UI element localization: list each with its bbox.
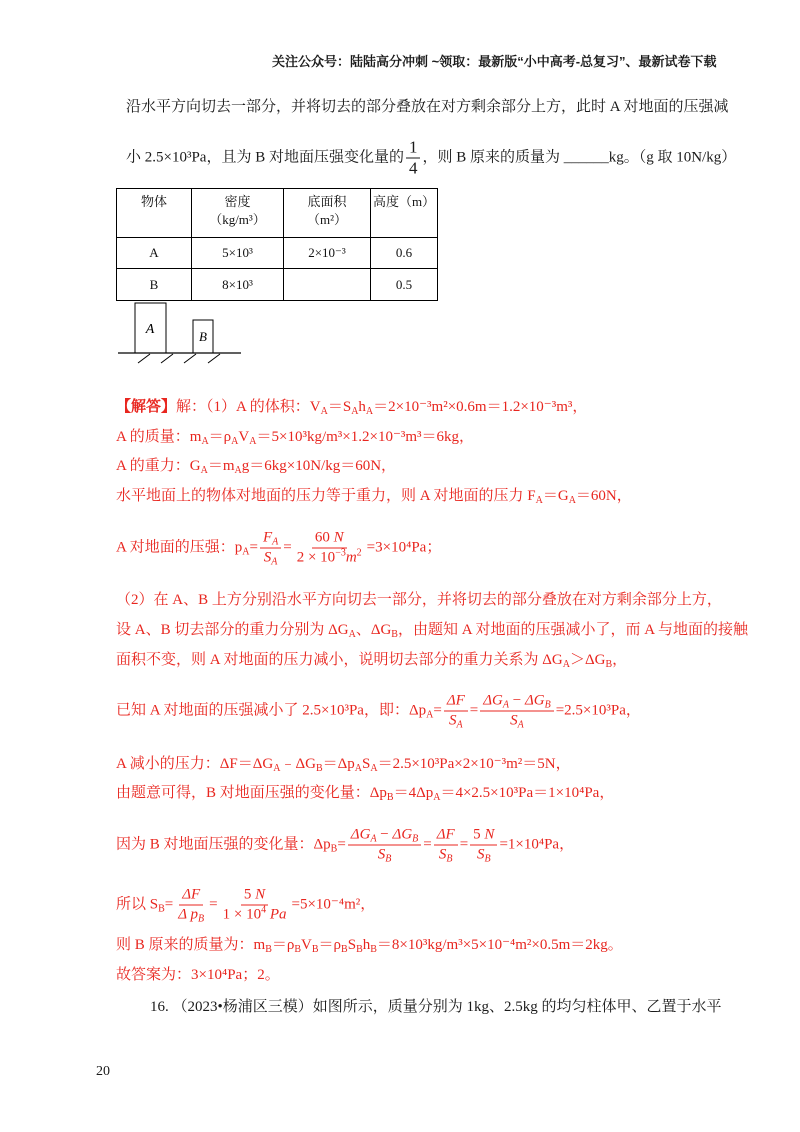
text-run: S (347, 937, 357, 953)
text-run: ΔG (392, 826, 413, 843)
table-cell (284, 269, 371, 301)
subscript: A (249, 436, 257, 447)
table-header-cell (371, 189, 438, 238)
text-run: ＝2.5×10³Pa×2×10⁻³m²＝5N， (377, 756, 571, 772)
subscript: B (385, 853, 392, 865)
header-text: 密度 (224, 194, 251, 209)
subscript: A (201, 436, 209, 447)
text-run: 1 (408, 137, 418, 157)
text-run: N (333, 529, 344, 546)
text-run: ΔG (483, 692, 503, 709)
subscript: A (456, 719, 463, 731)
text-run: 因为 B 对地面压强的变化量：Δp (116, 836, 331, 853)
text-run: 2 × 10 (296, 549, 336, 566)
table-cell: B (117, 269, 192, 301)
text-run: V (301, 937, 312, 953)
text-run: 【解答】 (116, 399, 177, 415)
table-row (117, 238, 438, 269)
superscript: 4 (261, 904, 267, 916)
subscript: B (391, 629, 398, 640)
fraction (260, 530, 281, 567)
subscript: B (198, 913, 205, 925)
subscript: B (330, 843, 338, 855)
table-header-cell (284, 189, 371, 238)
fraction-denominator (436, 846, 456, 864)
text-run: h (358, 399, 366, 415)
fraction-denominator (175, 906, 207, 924)
subscript: A (433, 792, 441, 803)
text-run: = (249, 539, 258, 556)
text-run: ＝ρ (208, 429, 232, 445)
table-cell: 0.6 (371, 238, 438, 269)
text-run: − (509, 692, 525, 709)
subscript: A (320, 406, 328, 417)
text-run: （2）在 A、B 上方分别沿水平方向切去一部分，并将切去的部分叠放在对方剩余部分上方， (116, 592, 722, 608)
subscript: A (234, 465, 242, 476)
header-notice: 关注公众号：陆陆高分冲刺 ~领取：最新版“小中高考-总复习”、最新试卷下载 (272, 54, 717, 69)
text-run: F (262, 529, 273, 546)
text-run: 所以 S (116, 896, 159, 913)
solution-line (116, 620, 748, 640)
text-run: 1 × 10 (222, 906, 262, 923)
fraction (294, 530, 365, 567)
text-run: =2.5×10³Pa， (555, 702, 641, 719)
text-run: ，由题知 A 对地面的压强减小了，而 A 与地面的接触 (397, 622, 748, 638)
table-row (117, 269, 438, 301)
solution-line (116, 486, 632, 506)
text-run: 由题意可得，B 对地面压强的变化量：Δp (116, 785, 387, 801)
text-run: S (510, 712, 518, 729)
ground-hatch (161, 354, 173, 363)
fraction (434, 827, 458, 864)
text-run: g＝6kg×10N/kg＝60N， (241, 458, 397, 474)
text-run: 面积不变，则 A 对地面的压力减小，说明切去部分的重力关系为 ΔG (116, 652, 563, 668)
superscript: −3 (335, 547, 346, 559)
text-run: S (438, 846, 447, 863)
fraction-numerator (179, 887, 203, 906)
subscript: B (484, 853, 491, 865)
text-run: = (337, 836, 346, 853)
subscript: B (265, 944, 272, 955)
solution-line (116, 650, 627, 670)
solution-line (116, 887, 375, 924)
subscript: B (446, 853, 453, 865)
text-run: A 对地面的压强：p (116, 539, 243, 556)
question-line-1: 沿水平方向切去一部分，并将切去的部分叠放在对方剩余部分上方，此时 A 对地面的压强减 (126, 99, 729, 115)
text-run: = (164, 896, 174, 913)
page-number: 20 (96, 1064, 110, 1079)
fraction-numerator (480, 693, 553, 712)
text-run: 5 (473, 826, 485, 843)
subscript: B (341, 944, 348, 955)
text-run: ＝ρ (271, 937, 295, 953)
fraction-numerator (470, 827, 497, 846)
table-cell: 8×10³ (192, 269, 284, 301)
fraction-denominator (261, 549, 281, 567)
ground-hatch (208, 354, 220, 363)
text-run: 5 (243, 886, 256, 903)
text-run: 4 (408, 158, 418, 178)
solution-line (116, 456, 396, 476)
subscript: B (158, 903, 165, 915)
table-header-cell (192, 189, 284, 238)
subscript: B (605, 659, 613, 670)
text-run: m (345, 549, 357, 566)
text-run: =3×10⁴Pa； (366, 539, 442, 556)
subscript: A (348, 629, 356, 640)
text-run: ＞ΔG (569, 652, 606, 668)
header-text: 底面积 (307, 194, 347, 209)
fraction-numerator (260, 530, 281, 549)
fraction (406, 139, 421, 178)
subscript: A (273, 763, 281, 774)
text-run: ΔF (436, 826, 455, 843)
fraction (480, 693, 553, 730)
text-run: ＝8×10³kg/m³×5×10⁻⁴m²×0.5m＝2kg。 (376, 937, 623, 953)
subscript: B (311, 944, 319, 955)
text-run: = (459, 836, 469, 853)
superscript: 2 (356, 547, 362, 559)
block-a-label: A (145, 322, 155, 337)
fraction (470, 827, 497, 864)
text-run: ＝60N， (575, 488, 632, 504)
text-run: ＝ρ (318, 937, 342, 953)
text-run: N (484, 826, 495, 843)
ground-hatch (184, 354, 196, 363)
fraction-denominator (294, 549, 365, 567)
solution-line (116, 530, 441, 567)
subscript: A (517, 719, 524, 731)
block-b-label: B (199, 329, 207, 344)
ground-hatch (138, 354, 150, 363)
header-unit: （kg/m³） (209, 212, 266, 227)
text-run: = (433, 702, 442, 719)
subscript: B (412, 833, 419, 845)
text-run: S (477, 846, 485, 863)
text-run: Δ p (178, 906, 199, 923)
subscript: B (544, 699, 551, 711)
text-run: 小 2.5×10³Pa，且为 B 对地面压强变化量的 (126, 149, 404, 166)
text-run: 则 B 原来的质量为：m (116, 937, 266, 953)
fraction-numerator (348, 827, 421, 846)
text-run: ＝4Δp (393, 785, 434, 801)
subscript: B (386, 792, 394, 803)
subscript: A (568, 495, 576, 506)
text-run: Pa (269, 906, 287, 923)
question-line-2 (126, 139, 736, 178)
header-unit: （m²） (306, 212, 347, 227)
subscript: A (535, 495, 543, 506)
solution-line (116, 783, 614, 803)
table-cell: 0.5 (371, 269, 438, 301)
solution-line (116, 827, 574, 864)
text-run: 水平地面上的物体对地面的压力等于重力，则 A 对地面的压力 F (116, 488, 536, 504)
blocks-diagram (110, 298, 250, 368)
solution-line (116, 590, 722, 610)
table-header-cell (117, 189, 192, 238)
fraction-numerator (434, 827, 458, 846)
fraction-denominator (375, 846, 395, 864)
text-run: ＝Δp (322, 756, 355, 772)
fraction-denominator (446, 712, 466, 730)
text-run: S (362, 756, 371, 772)
text-run: ＝2×10⁻³m²×0.6m＝1.2×10⁻³m³， (373, 399, 588, 415)
subscript: A (271, 556, 278, 568)
header-text: 物体 (140, 194, 167, 209)
text-run: ΔF (182, 886, 201, 903)
text-run: ΔG (350, 826, 371, 843)
subscript: B (370, 944, 377, 955)
fraction (348, 827, 421, 864)
subscript: A (231, 436, 239, 447)
text-run: S (448, 712, 457, 729)
text-run: = (423, 836, 432, 853)
text-run: =1×10⁴Pa， (499, 836, 575, 853)
fraction-denominator (507, 712, 527, 730)
text-run: = (283, 539, 292, 556)
text-run: A 的质量：m (116, 429, 202, 445)
text-run: ＝S (327, 399, 352, 415)
fraction-numerator (444, 693, 468, 712)
text-run: S (263, 549, 272, 566)
fraction-numerator (406, 139, 421, 159)
fraction-denominator (220, 906, 290, 924)
text-run: ΔF (446, 692, 465, 709)
text-run: 已知 A 对地面的压强减小了 2.5×10³Pa，即：Δp (116, 702, 427, 719)
text-run: = (209, 896, 218, 913)
fraction-numerator (312, 530, 347, 549)
subscript: A (242, 546, 250, 558)
solution-line (116, 427, 474, 447)
text-run: ＝m (207, 458, 235, 474)
table-header-row (117, 189, 438, 238)
fraction (444, 693, 468, 730)
fraction-numerator (241, 887, 268, 906)
subscript: B (356, 944, 363, 955)
text-run: ＝G (542, 488, 569, 504)
solution-line (116, 693, 641, 730)
subscript: B (294, 944, 302, 955)
subscript: A (200, 465, 208, 476)
text-run: V (238, 429, 250, 445)
text-run: 60 (314, 529, 334, 546)
header-text: 高度（m） (372, 194, 436, 209)
subscript: A (502, 699, 509, 711)
subscript: B (315, 763, 323, 774)
solution-line (116, 754, 571, 774)
subscript: A (272, 536, 279, 548)
text-run: − (376, 826, 393, 843)
subscript: A (370, 833, 377, 845)
solution-line (116, 935, 623, 955)
fraction (220, 887, 290, 924)
text-run: ， (612, 652, 628, 668)
subscript: A (351, 406, 359, 417)
text-run: ，则 B 原来的质量为 ______kg。（g 取 10N/kg） (422, 149, 737, 166)
table-cell: 2×10⁻³ (284, 238, 371, 269)
text-run: = (469, 702, 479, 719)
text-run: ＝4×2.5×10³Pa＝1×10⁴Pa， (440, 785, 615, 801)
fraction-denominator (406, 159, 421, 178)
text-run: ﹣ΔG (280, 756, 316, 772)
text-run: ΔG (524, 692, 545, 709)
fraction-denominator (474, 846, 494, 864)
subscript: A (370, 763, 378, 774)
text-run: 故答案为：3×10⁴Pa；2。 (116, 967, 280, 983)
text-run: 设 A、B 切去部分的重力分别为 ΔG (116, 622, 349, 638)
next-question-line: 16. （2023•杨浦区三模）如图所示，质量分别为 1kg、2.5kg 的均匀柱体甲、乙置于水平 (150, 999, 722, 1015)
table-cell: A (117, 238, 192, 269)
subscript: A (426, 709, 434, 721)
subscript: A (354, 763, 363, 774)
text-run: A 的重力：G (116, 458, 201, 474)
text-run: N (255, 886, 266, 903)
text-run: 解：（1）A 的体积：V (176, 399, 321, 415)
table-cell: 5×10³ (192, 238, 284, 269)
subscript: A (562, 659, 570, 670)
fraction (175, 887, 207, 924)
text-run: ＝5×10³kg/m³×1.2×10⁻³m³＝6kg， (256, 429, 475, 445)
text-run: 、ΔG (355, 622, 392, 638)
text-run: =5×10⁻⁴m²， (291, 896, 376, 913)
property-table (116, 188, 438, 301)
solution-line (116, 965, 280, 985)
text-run: A 减小的压力：ΔF＝ΔG (116, 756, 274, 772)
subscript: A (365, 406, 374, 417)
text-run: S (377, 846, 386, 863)
solution-line (116, 397, 587, 417)
text-run: h (362, 937, 371, 953)
